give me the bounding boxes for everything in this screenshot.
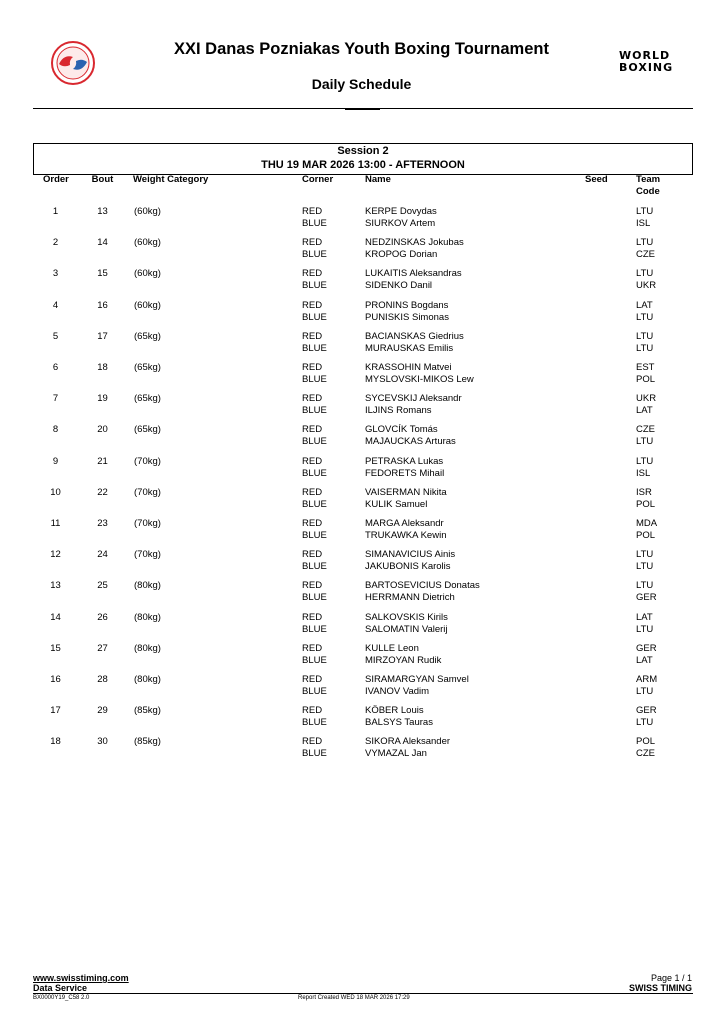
blue-team-code: LTU: [636, 623, 654, 635]
weight-category: (65kg): [134, 330, 161, 342]
footer-divider: [33, 993, 693, 994]
bout-order: 6: [52, 362, 59, 373]
header-divider-accent: [345, 108, 380, 110]
red-boxer-name: MARGA Aleksandr: [365, 518, 444, 529]
red-boxer-name: SALKOVSKIS Kirils: [365, 611, 448, 623]
bout-row: [0, 736, 723, 762]
bout-order: 17: [50, 705, 61, 717]
red-boxer-name: PRONINS Bogdans: [365, 299, 449, 311]
red-corner-label: RED: [302, 580, 323, 592]
weight-category: (80kg): [134, 611, 161, 623]
red-team-code: LTU: [636, 268, 654, 280]
footer-data-service: Data Service: [33, 983, 88, 993]
blue-boxer-name: PUNISKIS Simonas: [365, 311, 449, 323]
red-corner-label: RED: [302, 486, 323, 498]
red-boxer-name: LUKAITIS Aleksandras: [365, 268, 462, 280]
blue-boxer-name: TRUKAWKA Kewin: [365, 530, 447, 541]
bout-row: [0, 518, 723, 544]
red-boxer-name: VAISERMAN Nikita: [365, 486, 447, 498]
bout-number: 14: [97, 237, 108, 249]
weight-category: (70kg): [134, 518, 161, 529]
blue-boxer-name: SIURKOV Artem: [365, 218, 436, 229]
bout-row: [0, 705, 723, 731]
red-corner-label: RED: [302, 642, 323, 654]
weight-category: (80kg): [134, 674, 161, 685]
red-team-code: LAT: [636, 299, 653, 311]
red-team-code: MDA: [636, 518, 658, 529]
blue-corner-label: BLUE: [302, 592, 327, 604]
bout-order: 8: [52, 424, 59, 436]
red-team-code: LTU: [636, 549, 654, 561]
red-corner-label: RED: [302, 705, 323, 717]
bout-order: 12: [50, 549, 61, 561]
red-boxer-name: KRASSOHIN Matvei: [365, 362, 452, 373]
bout-number: 21: [97, 455, 108, 467]
red-boxer-name: SIRAMARGYAN Samvel: [365, 674, 469, 685]
blue-corner-label: BLUE: [302, 311, 327, 323]
blue-corner-label: BLUE: [302, 748, 327, 760]
blue-boxer-name: KULIK Samuel: [365, 498, 428, 510]
red-team-code: CZE: [636, 424, 655, 436]
weight-category: (60kg): [134, 299, 161, 311]
blue-boxer-name: BALSYS Tauras: [365, 717, 433, 729]
blue-corner-label: BLUE: [302, 280, 327, 292]
red-corner-label: RED: [302, 611, 323, 623]
bout-order: 14: [50, 611, 61, 623]
bout-row: [0, 206, 723, 232]
bout-number: 16: [97, 299, 108, 311]
footer-website-link[interactable]: www.swisstiming.com: [33, 973, 129, 983]
bout-order: 4: [52, 299, 59, 311]
red-boxer-name: PETRASKA Lukas: [365, 455, 444, 467]
bout-row: [0, 612, 723, 638]
red-corner-label: RED: [302, 330, 323, 342]
bout-row: [0, 549, 723, 575]
red-corner-label: RED: [302, 206, 323, 217]
bout-number: 18: [97, 362, 108, 373]
blue-team-code: LAT: [636, 405, 653, 417]
blue-team-code: POL: [636, 530, 656, 541]
bout-number: 27: [97, 642, 108, 654]
weight-category: (70kg): [134, 486, 161, 498]
blue-team-code: UKR: [636, 280, 657, 292]
red-corner-label: RED: [302, 455, 323, 467]
bout-number: 17: [97, 330, 108, 342]
blue-corner-label: BLUE: [302, 717, 327, 729]
blue-corner-label: BLUE: [302, 498, 327, 510]
blue-team-code: ISL: [636, 467, 651, 479]
bout-number: 29: [97, 705, 108, 717]
bout-order: 1: [52, 206, 59, 217]
blue-team-code: LTU: [636, 436, 654, 448]
blue-team-code: POL: [636, 374, 656, 385]
blue-boxer-name: ILJINS Romans: [365, 405, 432, 417]
blue-team-code: CZE: [636, 748, 655, 760]
col-header-order: Order: [43, 174, 69, 185]
red-corner-label: RED: [302, 518, 323, 529]
weight-category: (70kg): [134, 549, 161, 561]
red-boxer-name: NEDZINSKAS Jokubas: [365, 237, 464, 249]
red-corner-label: RED: [302, 674, 323, 685]
bout-number: 28: [97, 674, 108, 685]
bout-number: 23: [97, 518, 108, 529]
red-boxer-name: KERPE Dovydas: [365, 206, 437, 217]
col-header-team-line1: Team: [636, 174, 661, 185]
blue-team-code: LAT: [636, 654, 653, 666]
col-header-weight: Weight Category: [133, 174, 209, 185]
red-boxer-name: BARTOSEVICIUS Donatas: [365, 580, 480, 592]
bout-number: 19: [97, 393, 108, 405]
blue-team-code: LTU: [636, 311, 654, 323]
blue-corner-label: BLUE: [302, 467, 327, 479]
blue-team-code: LTU: [636, 686, 654, 697]
bout-order: 3: [52, 268, 59, 280]
weight-category: (60kg): [134, 237, 161, 249]
weight-category: (80kg): [134, 642, 161, 654]
red-team-code: GER: [636, 705, 657, 717]
blue-boxer-name: VYMAZAL Jan: [365, 748, 427, 760]
red-corner-label: RED: [302, 237, 323, 249]
red-team-code: EST: [636, 362, 655, 373]
blue-corner-label: BLUE: [302, 436, 327, 448]
bout-number: 20: [97, 424, 108, 436]
bout-order: 16: [50, 674, 61, 685]
red-corner-label: RED: [302, 299, 323, 311]
blue-team-code: LTU: [636, 717, 654, 729]
bout-number: 13: [97, 206, 108, 217]
weight-category: (85kg): [134, 736, 161, 748]
weight-category: (65kg): [134, 362, 161, 373]
bout-row: [0, 237, 723, 263]
weight-category: (60kg): [134, 206, 161, 217]
blue-boxer-name: SALOMATIN Valerij: [365, 623, 448, 635]
logo-line-2: BOXING: [619, 61, 674, 74]
red-team-code: ARM: [636, 674, 658, 685]
col-header-seed: Seed: [585, 174, 608, 185]
bout-number: 26: [97, 611, 108, 623]
blue-boxer-name: JAKUBONIS Karolis: [365, 561, 451, 573]
col-header-corner: Corner: [302, 174, 334, 185]
red-boxer-name: BACIANSKAS Giedrius: [365, 330, 464, 342]
red-corner-label: RED: [302, 736, 323, 748]
weight-category: (85kg): [134, 705, 161, 717]
bout-number: 30: [97, 736, 108, 748]
bout-row: [0, 362, 723, 388]
bout-order: 10: [50, 486, 61, 498]
weight-category: (80kg): [134, 580, 161, 592]
page-subtitle: Daily Schedule: [311, 76, 412, 92]
blue-boxer-name: SIDENKO Danil: [365, 280, 433, 292]
red-boxer-name: SIKORA Aleksander: [365, 736, 451, 748]
bout-row: [0, 393, 723, 419]
logo-line-1: WORLD: [619, 49, 671, 62]
blue-boxer-name: MYSLOVSKI-MIKOS Lew: [365, 374, 474, 385]
bout-order: 11: [50, 518, 61, 529]
blue-corner-label: BLUE: [302, 249, 327, 261]
red-boxer-name: KULLE Leon: [365, 642, 419, 654]
blue-boxer-name: IVANOV Vadim: [365, 686, 430, 697]
red-team-code: LTU: [636, 455, 654, 467]
red-boxer-name: SYCEVSKIJ Aleksandr: [365, 393, 462, 405]
bout-row: [0, 331, 723, 357]
bout-row: [0, 300, 723, 326]
blue-boxer-name: KROPOG Dorian: [365, 249, 438, 261]
bout-order: 13: [50, 580, 61, 592]
weight-category: (60kg): [134, 268, 161, 280]
red-team-code: LTU: [636, 206, 654, 217]
weight-category: (65kg): [134, 424, 161, 436]
bout-order: 18: [50, 736, 61, 748]
blue-boxer-name: MIRZOYAN Rudik: [365, 654, 442, 666]
red-team-code: LAT: [636, 611, 653, 623]
col-header-name: Name: [365, 174, 391, 185]
bout-row: [0, 487, 723, 513]
red-team-code: LTU: [636, 330, 654, 342]
bout-order: 5: [52, 330, 59, 342]
blue-team-code: GER: [636, 592, 657, 604]
red-team-code: POL: [636, 736, 656, 748]
blue-corner-label: BLUE: [302, 654, 327, 666]
bout-order: 9: [52, 455, 59, 467]
weight-category: (65kg): [134, 393, 161, 405]
blue-team-code: CZE: [636, 249, 655, 261]
red-team-code: ISR: [636, 486, 652, 498]
red-boxer-name: KÖBER Louis: [365, 705, 424, 717]
blue-corner-label: BLUE: [302, 374, 327, 385]
bout-row: [0, 424, 723, 450]
bout-number: 22: [97, 486, 108, 498]
blue-team-code: LTU: [636, 342, 654, 354]
session-title: Session 2: [337, 145, 389, 157]
bout-row: [0, 456, 723, 482]
blue-corner-label: BLUE: [302, 686, 327, 697]
blue-boxer-name: MAJAUCKAS Arturas: [365, 436, 456, 448]
red-corner-label: RED: [302, 362, 323, 373]
bout-row: [0, 643, 723, 669]
blue-corner-label: BLUE: [302, 530, 327, 541]
footer-page-number: Page 1 / 1: [650, 973, 692, 983]
blue-team-code: ISL: [636, 218, 651, 229]
blue-corner-label: BLUE: [302, 561, 327, 573]
red-corner-label: RED: [302, 393, 323, 405]
blue-boxer-name: MURAUSKAS Emilis: [365, 342, 454, 354]
blue-team-code: LTU: [636, 561, 654, 573]
footer-provider: SWISS TIMING: [629, 983, 692, 993]
weight-category: (70kg): [134, 455, 161, 467]
bout-order: 15: [50, 642, 61, 654]
blue-team-code: POL: [636, 498, 656, 510]
bout-row: [0, 580, 723, 606]
footer-report-created: Report Created WED 18 MAR 2026 17:29: [298, 995, 410, 1001]
col-header-team: [636, 174, 660, 198]
col-header-team-line2: Code: [636, 186, 660, 197]
red-team-code: GER: [636, 642, 657, 654]
red-team-code: UKR: [636, 393, 657, 405]
bout-number: 24: [97, 549, 108, 561]
bout-row: [0, 674, 723, 700]
red-team-code: LTU: [636, 237, 654, 249]
red-corner-label: RED: [302, 549, 323, 561]
bout-number: 25: [97, 580, 108, 592]
page-title: XXI Danas Pozniakas Youth Boxing Tournament: [174, 40, 549, 58]
bout-order: 2: [52, 237, 59, 249]
blue-boxer-name: FEDORETS Mihail: [365, 467, 445, 479]
blue-corner-label: BLUE: [302, 623, 327, 635]
red-corner-label: RED: [302, 424, 323, 436]
red-boxer-name: SIMANAVICIUS Ainis: [365, 549, 456, 561]
blue-corner-label: BLUE: [302, 405, 327, 417]
footer-doc-code: BX0000Y19_C58 2.0: [33, 995, 90, 1001]
blue-corner-label: BLUE: [302, 218, 327, 229]
session-datetime: THU 19 MAR 2026 13:00 - AFTERNOON: [261, 159, 465, 171]
red-team-code: LTU: [636, 580, 654, 592]
world-boxing-logo: [619, 50, 691, 76]
blue-boxer-name: HERRMANN Dietrich: [365, 592, 455, 604]
bout-order: 7: [52, 393, 59, 405]
red-corner-label: RED: [302, 268, 323, 280]
blue-corner-label: BLUE: [302, 342, 327, 354]
bout-number: 15: [97, 268, 108, 280]
red-boxer-name: GLOVCÍK Tomás: [365, 424, 438, 436]
col-header-bout: Bout: [91, 174, 114, 185]
bout-row: [0, 268, 723, 294]
